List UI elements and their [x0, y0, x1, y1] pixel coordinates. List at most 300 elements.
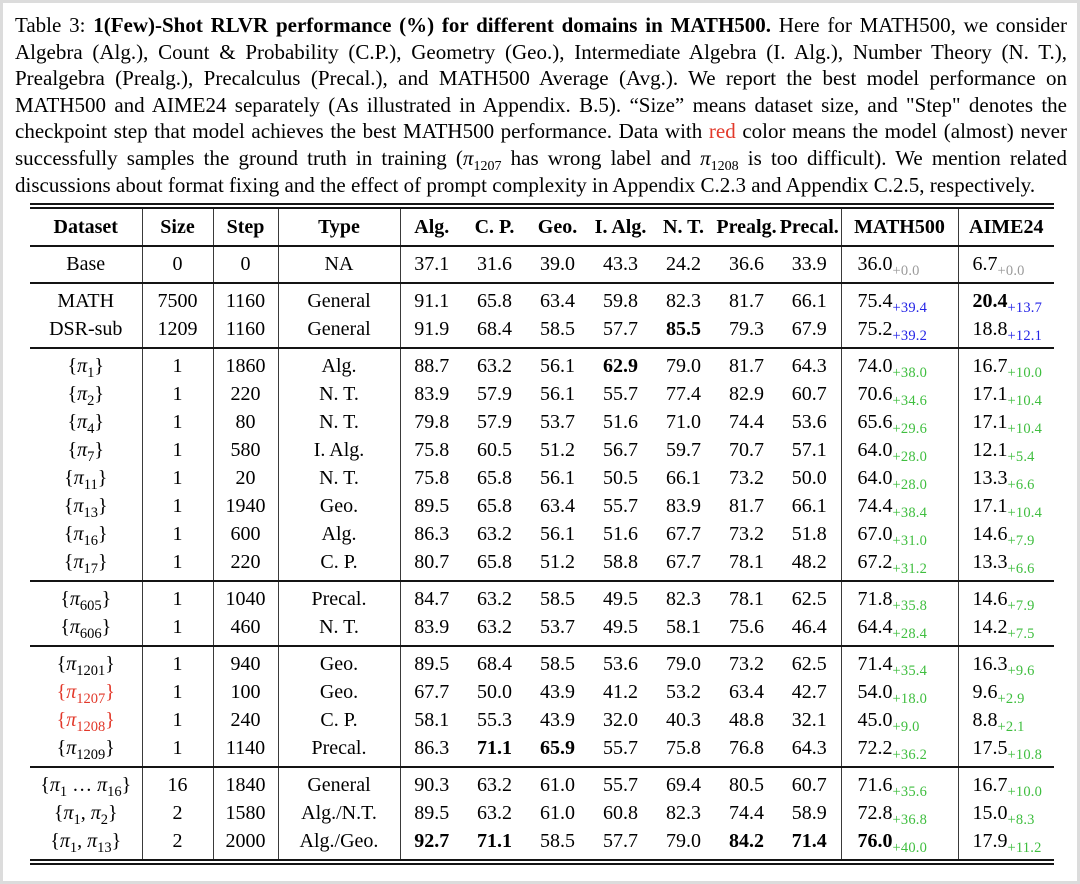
step-cell: 1160 — [213, 316, 278, 349]
score-value: 13.3 — [972, 551, 1008, 574]
score-cell: 67.7 — [666, 551, 701, 574]
score-cell: 65.8 — [477, 290, 512, 313]
score-cell: 50.5 — [603, 467, 638, 490]
score-cell: 83.9 — [414, 616, 450, 639]
score-value: 14.6 — [972, 523, 1008, 546]
score-cell: 53.7 — [540, 616, 575, 639]
score-cell: 63.4 — [540, 495, 575, 518]
dataset-label: $\{\pi_{1209}\}$ — [30, 735, 142, 768]
dataset-label: Base — [30, 246, 142, 283]
score-value: 64.0 — [857, 467, 893, 490]
size-cell: 1 — [142, 348, 213, 381]
aime24-cell — [958, 316, 1054, 349]
score-cell: 36.6 — [729, 253, 764, 276]
aime24-cell — [958, 679, 1054, 707]
table-row — [30, 437, 1054, 465]
col-header-precal: Precal. — [778, 206, 841, 246]
step-cell: 1160 — [213, 283, 278, 316]
score-cell: 67.7 — [666, 523, 701, 546]
col-header-prealg: Prealg. — [716, 216, 777, 239]
score-delta: +35.6 — [892, 784, 928, 801]
math500-cell — [841, 646, 958, 679]
score-cell: 75.8 — [666, 737, 701, 760]
score-delta: +40.0 — [892, 840, 928, 857]
score-cell: 75.8 — [414, 439, 450, 462]
size-cell: 1 — [142, 521, 213, 549]
score-cell: 74.4 — [729, 802, 764, 825]
score-value: 12.1 — [972, 439, 1008, 462]
col-header-aime24: AIME24 — [969, 216, 1044, 239]
score-cell: 63.4 — [729, 681, 764, 704]
score-cell: 58.5 — [540, 318, 575, 341]
score-cell: 91.1 — [414, 290, 450, 313]
step-cell: 100 — [213, 679, 278, 707]
score-cell: 70.7 — [729, 439, 764, 462]
score-cell: 85.5 — [666, 318, 701, 341]
caption-text: 1207 — [473, 159, 502, 175]
score-value: 18.8 — [972, 318, 1008, 341]
table-row — [30, 646, 1054, 679]
score-delta: +2.1 — [997, 719, 1025, 736]
score-cell: 48.8 — [729, 709, 764, 732]
size-cell: 16 — [142, 767, 213, 800]
score-cell: 63.4 — [540, 290, 575, 313]
dataset-label: DSR-sub — [30, 316, 142, 349]
score-cell: 81.7 — [729, 355, 764, 378]
score-cell: 57.1 — [778, 437, 841, 465]
caption-text: Table 3: — [15, 13, 94, 37]
score-cell: 61.0 — [540, 802, 575, 825]
score-cell: 76.8 — [729, 737, 764, 760]
caption-text: color means the model (almost) never successfully samples the ground truth in training ( — [15, 119, 1067, 170]
step-cell: 1580 — [213, 800, 278, 828]
score-value: 65.6 — [857, 411, 893, 434]
score-delta: +7.5 — [1007, 626, 1035, 643]
score-value: 64.0 — [857, 439, 893, 462]
score-cell: 42.7 — [778, 679, 841, 707]
step-cell: 1840 — [213, 767, 278, 800]
score-cell: 56.1 — [540, 523, 575, 546]
score-cell: 58.5 — [540, 588, 575, 611]
aime24-cell — [958, 493, 1054, 521]
size-cell: 1 — [142, 679, 213, 707]
caption-text: Here for MATH500, we consider Algebra (Alg.), Count & Probability (C.P.), Geometry (Geo.), Intermediate Algebra (I. Alg.), Number Theory (N. T.), Prealgebra (Prealg.), Precalculus (Precal.), and MATH500 Average (Avg.). We report the best model performance on MATH500 and AIME24 separately (As illustrated in Appendix. B.5). “Size” means dataset size, and "Step" denotes the checkpoint step that model achieves the best MATH500 performance. Data with — [15, 13, 1068, 144]
row-group — [30, 646, 1054, 767]
score-delta: +35.8 — [892, 598, 928, 615]
aime24-cell — [958, 437, 1054, 465]
table-row — [30, 493, 1054, 521]
type-cell: C. P. — [278, 549, 400, 582]
results-table — [30, 203, 1054, 865]
step-cell: 460 — [213, 614, 278, 647]
score-delta: +35.4 — [892, 663, 928, 680]
header-row — [30, 206, 1054, 246]
step-cell: 1940 — [213, 493, 278, 521]
col-header-cp: C. P. — [474, 216, 515, 239]
table-row — [30, 283, 1054, 316]
score-cell: 58.8 — [603, 551, 638, 574]
type-cell: N. T. — [278, 465, 400, 493]
math500-cell — [841, 549, 958, 582]
type-cell: Precal. — [278, 581, 400, 614]
score-cell: 39.0 — [540, 253, 575, 276]
score-cell: 89.5 — [414, 653, 450, 676]
aime24-cell — [958, 646, 1054, 679]
math500-cell — [841, 316, 958, 349]
score-cell: 62.5 — [778, 646, 841, 679]
score-delta: +36.8 — [892, 812, 928, 829]
table-row — [30, 246, 1054, 283]
type-cell: N. T. — [278, 614, 400, 647]
score-cell: 86.3 — [414, 523, 450, 546]
score-delta: +39.2 — [892, 328, 928, 345]
score-value: 72.8 — [857, 802, 893, 825]
score-cell: 51.2 — [540, 551, 575, 574]
score-cell: 56.7 — [603, 439, 638, 462]
math500-cell — [841, 707, 958, 735]
row-group — [30, 246, 1054, 283]
score-cell: 77.4 — [666, 383, 701, 406]
score-cell: 82.3 — [666, 588, 701, 611]
score-cell: 57.7 — [603, 318, 638, 341]
row-group — [30, 348, 1054, 581]
score-cell: 50.0 — [477, 681, 512, 704]
col-header-nt: N. T. — [663, 216, 704, 239]
score-value: 74.4 — [857, 495, 893, 518]
type-cell: Alg. — [278, 521, 400, 549]
type-cell: General — [278, 283, 400, 316]
caption-text: 1208 — [710, 159, 739, 175]
score-value: 36.0 — [857, 253, 893, 276]
size-cell: 1 — [142, 493, 213, 521]
score-cell: 58.5 — [540, 653, 575, 676]
caption-text: π — [462, 145, 474, 170]
table-row — [30, 800, 1054, 828]
score-cell: 63.2 — [477, 588, 512, 611]
size-cell: 1 — [142, 614, 213, 647]
table-row — [30, 316, 1054, 349]
score-delta: +0.0 — [997, 263, 1025, 280]
score-delta: +0.0 — [892, 263, 920, 280]
math500-cell — [841, 521, 958, 549]
score-cell: 74.4 — [729, 411, 764, 434]
score-cell: 41.2 — [603, 681, 638, 704]
score-delta: +38.4 — [892, 505, 928, 522]
dataset-label: $\{\pi_{1207}\}$ — [30, 679, 142, 707]
step-cell: 1860 — [213, 348, 278, 381]
score-cell: 32.1 — [778, 707, 841, 735]
score-cell: 78.1 — [729, 588, 764, 611]
score-cell: 68.4 — [477, 653, 512, 676]
score-cell: 78.1 — [729, 551, 764, 574]
table-row — [30, 409, 1054, 437]
dataset-label: MATH — [30, 283, 142, 316]
type-cell: Alg. — [278, 348, 400, 381]
score-cell: 55.3 — [477, 709, 512, 732]
math500-cell — [841, 679, 958, 707]
score-cell: 88.7 — [414, 355, 450, 378]
math500-cell — [841, 465, 958, 493]
score-delta: +28.0 — [892, 449, 928, 466]
score-cell: 80.7 — [414, 551, 450, 574]
score-value: 6.7 — [972, 253, 998, 276]
size-cell: 0 — [142, 246, 213, 283]
score-value: 75.2 — [857, 318, 893, 341]
score-cell: 63.2 — [477, 616, 512, 639]
dataset-label: $\{\pi_{13}\}$ — [30, 493, 142, 521]
score-value: 17.9 — [972, 830, 1008, 853]
score-delta: +31.2 — [892, 561, 928, 578]
type-cell: General — [278, 316, 400, 349]
row-group — [30, 767, 1054, 862]
aime24-cell — [958, 735, 1054, 768]
aime24-cell — [958, 800, 1054, 828]
score-cell: 65.9 — [540, 737, 575, 760]
score-cell: 65.8 — [477, 467, 512, 490]
score-cell: 62.5 — [778, 581, 841, 614]
score-cell: 83.9 — [414, 383, 450, 406]
col-header-alg: Alg. — [414, 216, 450, 239]
size-cell: 2 — [142, 828, 213, 863]
score-cell: 75.8 — [414, 467, 450, 490]
col-header-ialg: I. Alg. — [594, 216, 647, 239]
row-group — [30, 581, 1054, 646]
score-value: 9.6 — [972, 681, 998, 704]
score-cell: 58.1 — [414, 709, 450, 732]
score-delta: +29.6 — [892, 421, 928, 438]
aime24-cell — [958, 707, 1054, 735]
caption-text: has wrong label and — [501, 145, 701, 170]
step-cell: 1040 — [213, 581, 278, 614]
score-delta: +2.9 — [997, 691, 1025, 708]
score-cell: 90.3 — [414, 774, 450, 797]
step-cell: 20 — [213, 465, 278, 493]
score-cell: 43.9 — [540, 709, 575, 732]
step-cell: 220 — [213, 549, 278, 582]
score-cell: 83.9 — [666, 495, 701, 518]
score-cell: 53.6 — [603, 653, 638, 676]
score-value: 20.4 — [972, 290, 1008, 313]
score-cell: 84.2 — [729, 830, 764, 853]
score-value: 54.0 — [857, 681, 893, 704]
score-cell: 73.2 — [729, 653, 764, 676]
score-value: 16.7 — [972, 774, 1008, 797]
col-header-math500: MATH500 — [841, 206, 958, 246]
step-cell: 0 — [213, 246, 278, 283]
table-row — [30, 381, 1054, 409]
score-cell: 53.7 — [540, 411, 575, 434]
aime24-cell — [958, 381, 1054, 409]
score-delta: +13.7 — [1007, 300, 1043, 317]
type-cell: Geo. — [278, 646, 400, 679]
score-cell: 43.3 — [603, 253, 638, 276]
dataset-label: $\{\pi_4\}$ — [30, 409, 142, 437]
score-cell: 79.0 — [666, 830, 701, 853]
score-cell: 82.3 — [666, 802, 701, 825]
score-delta: +28.4 — [892, 626, 928, 643]
score-cell: 92.7 — [414, 830, 450, 853]
score-delta: +5.4 — [1007, 449, 1035, 466]
dataset-label: {$\pi_1$, $\pi_{13}$} — [30, 828, 142, 863]
table-caption — [15, 12, 1067, 198]
math500-cell — [841, 283, 958, 316]
size-cell: 2 — [142, 800, 213, 828]
score-cell: 46.4 — [778, 614, 841, 647]
size-cell: 1 — [142, 581, 213, 614]
score-cell: 33.9 — [778, 246, 841, 283]
aime24-cell — [958, 246, 1054, 283]
score-cell: 63.2 — [477, 774, 512, 797]
score-delta: +6.6 — [1007, 477, 1035, 494]
aime24-cell — [958, 581, 1054, 614]
score-cell: 43.9 — [540, 681, 575, 704]
score-cell: 61.0 — [540, 774, 575, 797]
score-cell: 49.5 — [603, 588, 638, 611]
caption-text: π — [700, 145, 711, 170]
col-header-size: Size — [142, 206, 213, 246]
score-cell: 79.3 — [729, 318, 764, 341]
score-cell: 89.5 — [414, 495, 450, 518]
score-cell: 53.6 — [778, 409, 841, 437]
math500-cell — [841, 246, 958, 283]
score-delta: +34.6 — [892, 393, 928, 410]
size-cell: 1 — [142, 646, 213, 679]
score-delta: +7.9 — [1007, 533, 1035, 550]
score-cell: 50.0 — [778, 465, 841, 493]
score-cell: 68.4 — [477, 318, 512, 341]
score-value: 72.2 — [857, 737, 893, 760]
aime24-cell — [958, 409, 1054, 437]
score-value: 45.0 — [857, 709, 893, 732]
aime24-cell — [958, 283, 1054, 316]
aime24-cell — [958, 614, 1054, 647]
math500-cell — [841, 493, 958, 521]
type-cell: Geo. — [278, 679, 400, 707]
score-cell: 63.2 — [477, 802, 512, 825]
step-cell: 220 — [213, 381, 278, 409]
score-cell: 60.7 — [778, 381, 841, 409]
score-cell: 79.8 — [414, 411, 450, 434]
score-delta: +12.1 — [1007, 328, 1043, 345]
score-value: 64.4 — [857, 616, 893, 639]
math500-cell — [841, 437, 958, 465]
score-cell: 31.6 — [477, 253, 512, 276]
score-cell: 57.9 — [477, 383, 512, 406]
score-cell: 37.1 — [414, 253, 450, 276]
score-delta: +10.0 — [1007, 784, 1043, 801]
type-cell: C. P. — [278, 707, 400, 735]
type-cell: General — [278, 767, 400, 800]
caption-text: is too difficult). We mention related discussions about format fixing and the effect of prompt complexity in Appendix C.2.3 and Appendix C.2.5, respectively. — [15, 145, 1067, 197]
step-cell: 2000 — [213, 828, 278, 863]
step-cell: 240 — [213, 707, 278, 735]
table-row — [30, 348, 1054, 381]
math500-cell — [841, 767, 958, 800]
type-cell: Alg./Geo. — [278, 828, 400, 863]
size-cell: 1 — [142, 549, 213, 582]
dataset-label: {$\pi_1$ … $\pi_{16}$} — [30, 767, 142, 800]
score-delta: +10.8 — [1007, 747, 1043, 764]
score-cell: 56.1 — [540, 467, 575, 490]
score-cell: 64.3 — [778, 348, 841, 381]
aime24-cell — [958, 549, 1054, 582]
score-value: 70.6 — [857, 383, 893, 406]
score-cell: 71.4 — [778, 828, 841, 863]
score-cell: 51.6 — [603, 411, 638, 434]
score-cell: 56.1 — [540, 355, 575, 378]
score-cell: 75.6 — [729, 616, 764, 639]
math500-cell — [841, 348, 958, 381]
aime24-cell — [958, 828, 1054, 863]
math500-cell — [841, 828, 958, 863]
score-cell: 59.7 — [666, 439, 701, 462]
dataset-label: $\{\pi_1\}$ — [30, 348, 142, 381]
dataset-label: $\{\pi_{17}\}$ — [30, 549, 142, 582]
score-cell: 60.8 — [603, 802, 638, 825]
score-value: 76.0 — [857, 830, 893, 853]
score-cell: 67.9 — [778, 316, 841, 349]
score-cell: 58.5 — [540, 830, 575, 853]
table-row — [30, 614, 1054, 647]
score-cell: 57.9 — [477, 411, 512, 434]
step-cell: 600 — [213, 521, 278, 549]
aime24-cell — [958, 465, 1054, 493]
size-cell: 7500 — [142, 283, 213, 316]
math500-cell — [841, 735, 958, 768]
score-cell: 69.4 — [666, 774, 701, 797]
score-cell: 60.7 — [778, 767, 841, 800]
caption-red-word: red — [708, 119, 736, 144]
aime24-cell — [958, 521, 1054, 549]
dataset-label: $\{\pi_7\}$ — [30, 437, 142, 465]
score-value: 16.3 — [972, 653, 1008, 676]
type-cell: I. Alg. — [278, 437, 400, 465]
score-cell: 63.2 — [477, 355, 512, 378]
score-cell: 51.6 — [603, 523, 638, 546]
score-delta: +9.6 — [1007, 663, 1035, 680]
type-cell: N. T. — [278, 381, 400, 409]
size-cell: 1209 — [142, 316, 213, 349]
dataset-label: $\{\pi_{606}\}$ — [30, 614, 142, 647]
step-cell: 1140 — [213, 735, 278, 768]
score-cell: 55.7 — [603, 383, 638, 406]
table-row — [30, 707, 1054, 735]
col-header-geo: Geo. — [537, 216, 578, 239]
score-cell: 65.8 — [477, 551, 512, 574]
type-cell: Geo. — [278, 493, 400, 521]
score-cell: 48.2 — [778, 549, 841, 582]
score-cell: 80.5 — [729, 774, 764, 797]
aime24-cell — [958, 767, 1054, 800]
table-header — [30, 206, 1054, 246]
score-cell: 66.1 — [778, 283, 841, 316]
score-value: 74.0 — [857, 355, 893, 378]
size-cell: 1 — [142, 735, 213, 768]
score-delta: +10.4 — [1007, 421, 1043, 438]
score-cell: 67.7 — [414, 681, 450, 704]
step-cell: 940 — [213, 646, 278, 679]
score-cell: 81.7 — [729, 290, 764, 313]
score-cell: 82.9 — [729, 383, 764, 406]
type-cell: N. T. — [278, 409, 400, 437]
score-cell: 84.7 — [414, 588, 450, 611]
score-cell: 60.5 — [477, 439, 512, 462]
score-value: 67.2 — [857, 551, 893, 574]
score-cell: 66.1 — [778, 493, 841, 521]
score-cell: 81.7 — [729, 495, 764, 518]
score-value: 71.8 — [857, 588, 893, 611]
score-cell: 71.0 — [666, 411, 701, 434]
